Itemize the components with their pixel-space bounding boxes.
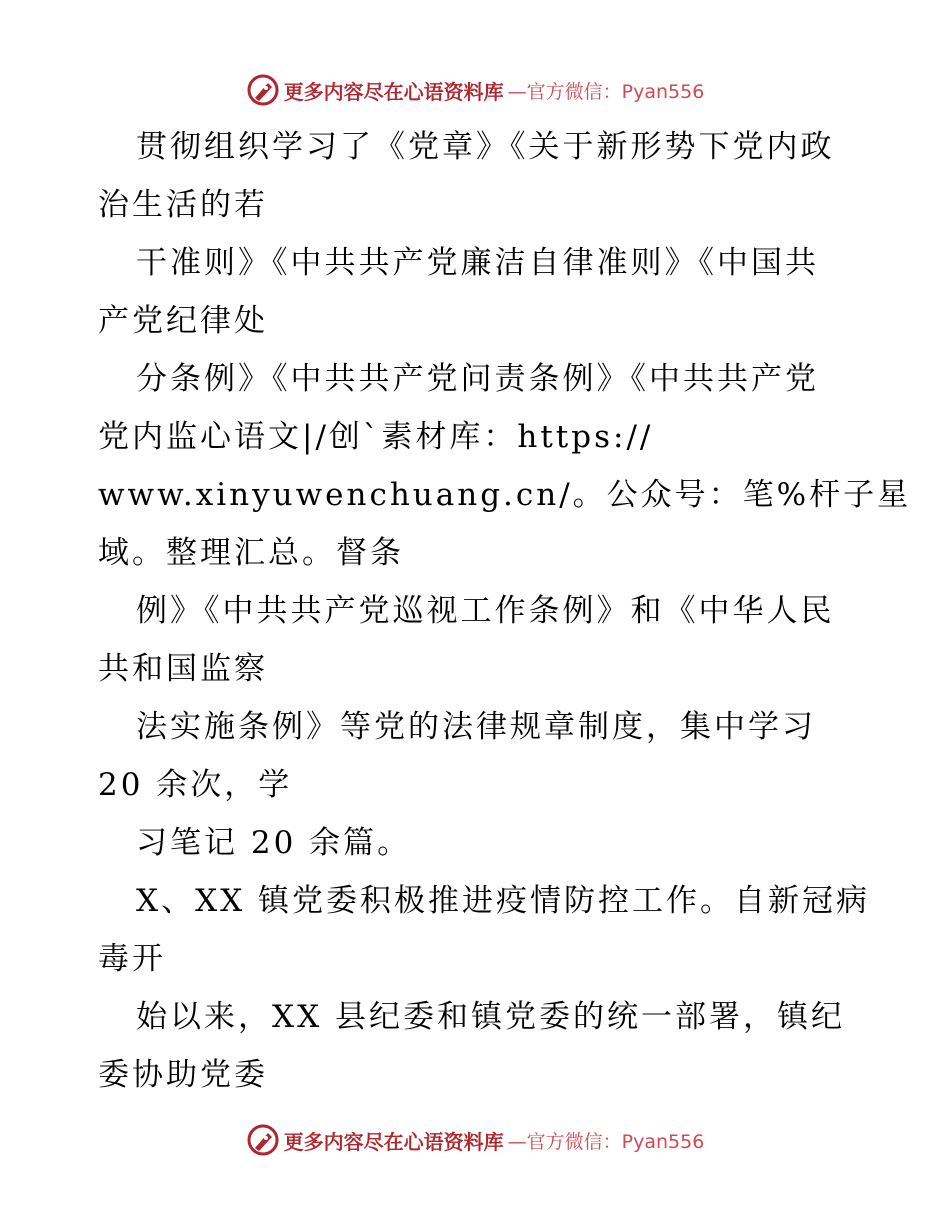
banner-sub-text: —官方微信：Pyan556	[507, 1130, 705, 1153]
paragraph-line: 20 余次，学	[98, 767, 293, 803]
paragraph-line: 共和国监察	[98, 651, 268, 687]
document-body	[98, 118, 912, 1104]
paragraph-line: 法实施条例》等党的法律规章制度，集中学习	[136, 709, 816, 745]
paragraph-line: 治生活的若	[98, 187, 268, 223]
pen-nib-logo-icon	[246, 1123, 280, 1157]
paragraph-line: 分条例》《中共共产党问责条例》《中共共产党	[136, 361, 819, 397]
paragraph-line: 始以来，XX 县纪委和镇党委的统一部署，镇纪	[136, 999, 845, 1035]
paragraph-line: 域。整理汇总。督条	[98, 535, 404, 571]
paragraph-line: 毒开	[98, 941, 166, 977]
footer-banner	[0, 1120, 950, 1160]
paragraph-line: 例》《中共共产党巡视工作条例》和《中华人民	[136, 593, 835, 629]
paragraph-line: 产党纪律处	[98, 303, 268, 339]
paragraph-line: www.xinyuwenchuang.cn/。公众号：笔%杆子星	[98, 477, 912, 513]
banner-main-text: 更多内容尽在心语资料库	[283, 79, 504, 104]
pen-nib-logo-icon	[246, 73, 280, 107]
paragraph-line: X、XX 镇党委积极推进疫情防控工作。自新冠病	[136, 883, 871, 919]
paragraph-line: 委协助党委	[98, 1057, 268, 1093]
banner-sub-text: —官方微信：Pyan556	[507, 80, 705, 103]
paragraph-line: 干准则》《中共共产党廉洁自律准则》《中国共	[136, 245, 819, 281]
paragraph-line: 贯彻组织学习了《党章》《关于新形势下党内政	[136, 129, 835, 165]
header-banner	[0, 70, 950, 110]
paragraph-line: 党内监心语文|/创`素材库：https://	[98, 419, 654, 455]
paragraph-line: 习笔记 20 余篇。	[136, 825, 412, 861]
banner-main-text: 更多内容尽在心语资料库	[283, 1129, 504, 1154]
